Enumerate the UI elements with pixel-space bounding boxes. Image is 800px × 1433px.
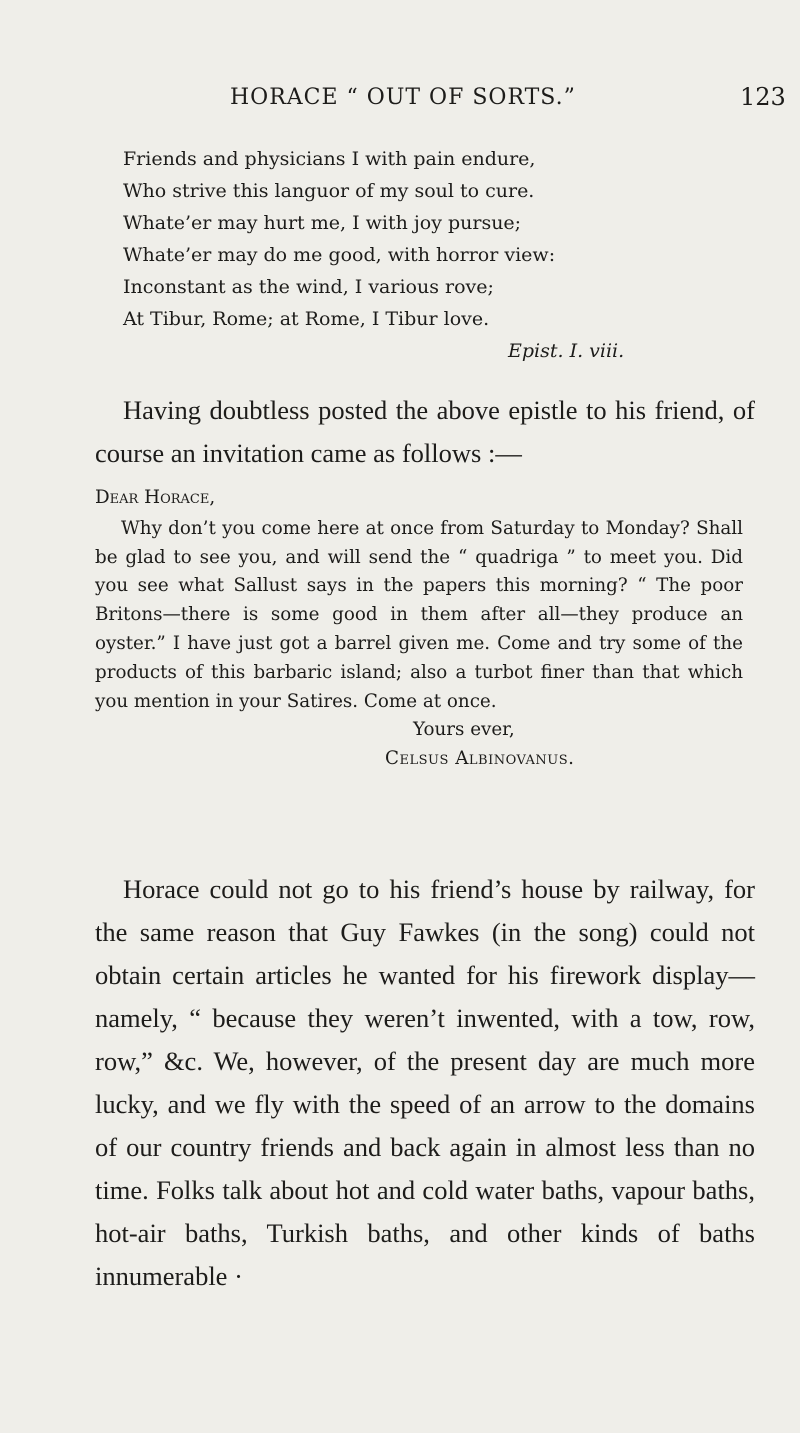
poem-line: Inconstant as the wind, I various rove; (123, 276, 494, 298)
letter-closing: Yours ever, (413, 719, 515, 741)
poem-line: Whate’er may do me good, with horror view: (123, 244, 556, 266)
poem-line: At Tibur, Rome; at Rome, I Tibur love. (123, 308, 490, 330)
poem-line: Who strive this languor of my soul to cure. (123, 180, 535, 202)
poem-line: Friends and physicians I with pain endure, (123, 148, 536, 170)
running-head: HORACE “ OUT OF SORTS.” (230, 85, 576, 110)
letter-signature: Celsus Albinovanus. (385, 748, 575, 770)
letter (95, 484, 743, 774)
letter-body: Why don’t you come here at once from Saturday to Monday? Shall be glad to see you, and will send the “ quadriga ” to meet you. Did you see what Sallust says in the papers this morning? “ The poor Britons—there is some good in them after all—they produce an oyster.” I have just got a barrel given me. Come and try some of the products of this barbaric island; also a turbot finer than that which you mention in your Satires. Come at once. (95, 517, 743, 712)
letter-salutation: Dear Horace, (95, 487, 216, 508)
poem-quotation (123, 143, 624, 367)
paragraph-railway: Horace could not go to his friend’s house by railway, for the same reason that Guy Fawkes (in the song) could not obtain certain articles he wanted for his firework display—namely, “ because they weren’t inwented, with a tow, row, row,” &c. We, however, of the present day are much more lucky, and we fly with the speed of an arrow to the domains of our country friends and back again in almost less than no time. Folks talk about hot and cold water baths, vapour baths, hot-air baths, Turkish baths, and other kinds of baths innumerable · (95, 874, 755, 1291)
page-number: 123 (740, 83, 786, 111)
poem-source: Epist. I. viii. (508, 340, 625, 362)
paragraph-intro: Having doubtless posted the above epistle to his friend, of course an invitation came as follows :— (95, 395, 755, 468)
poem-line: Whate’er may hurt me, I with joy pursue; (123, 212, 522, 234)
